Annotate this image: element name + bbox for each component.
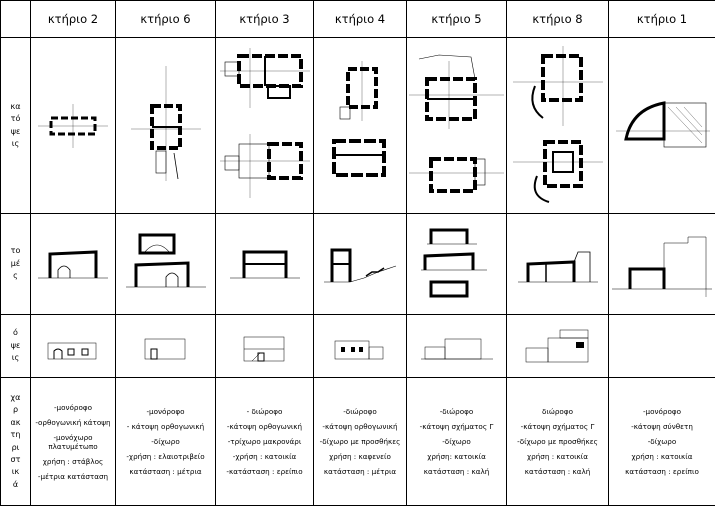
elevation-drawing-cell	[609, 315, 715, 378]
characteristic-line: -δίχωρο	[611, 437, 713, 446]
building-header: κτήριο 8	[507, 1, 609, 38]
elevation-drawing-cell	[216, 315, 314, 378]
section-drawing-cell	[507, 214, 609, 315]
characteristic-line: -κάτοψη σχήματος Γ	[509, 422, 606, 431]
plan-drawing-cell	[507, 38, 609, 214]
plan-drawing-cell	[609, 38, 715, 214]
characteristic-line: -χρήση : ελαιοτριβείο	[118, 452, 213, 461]
plan-drawing	[320, 61, 400, 191]
section-drawing	[612, 229, 712, 299]
characteristic-line: -διώροφο	[409, 407, 504, 416]
section-drawing-cell	[609, 214, 715, 315]
characteristics-row	[1, 378, 715, 506]
plan-drawing	[220, 48, 310, 203]
elevation-drawing	[230, 329, 300, 363]
characteristic-line: -μέτρια κατάσταση	[33, 472, 113, 481]
plan-drawing-cell	[407, 38, 507, 214]
characteristic-line: -δίχωρο με προσθήκες	[509, 437, 606, 446]
building-header: κτήριο 3	[216, 1, 314, 38]
characteristic-line: χρήση : στάβλος	[33, 457, 113, 466]
characteristic-line: -χρήση : κατοικία	[218, 452, 311, 461]
header-row	[1, 1, 715, 38]
building-header: κτήριο 4	[314, 1, 407, 38]
elevation-drawing-cell	[507, 315, 609, 378]
section-drawing-cell	[314, 214, 407, 315]
section-drawing	[417, 224, 497, 304]
characteristic-line: -κάτοψη σχήματος Γ	[409, 422, 504, 431]
plan-drawing	[513, 46, 603, 206]
building-header: κτήριο 5	[407, 1, 507, 38]
elevation-drawing-cell	[407, 315, 507, 378]
plan-drawing-cell	[31, 38, 116, 214]
plan-drawing-cell	[116, 38, 216, 214]
elevation-drawing-cell	[314, 315, 407, 378]
section-drawing-cell	[31, 214, 116, 315]
plan-drawing-cell	[314, 38, 407, 214]
characteristic-line: -κάτοψη σύνθετη	[611, 422, 713, 431]
characteristic-line: -δίχωρο	[118, 437, 213, 446]
sections-row	[1, 214, 715, 315]
characteristic-line: - κάτοψη ορθογωνική	[118, 422, 213, 431]
characteristic-line: -δίχωρο	[409, 437, 504, 446]
section-drawing-cell	[116, 214, 216, 315]
plan-drawing-cell	[216, 38, 314, 214]
elevation-drawing-cell	[116, 315, 216, 378]
characteristics-cell	[31, 378, 116, 506]
section-drawing	[230, 244, 300, 284]
characteristic-line: -κάτοψη ορθογωνική	[316, 422, 404, 431]
section-drawing-cell	[216, 214, 314, 315]
characteristic-line: -μονόροφο	[33, 403, 113, 412]
characteristic-line: κατάσταση : μέτρια	[316, 467, 404, 476]
characteristic-line: διώροφο	[509, 407, 606, 416]
characteristic-line: κατάσταση : καλή	[409, 467, 504, 476]
characteristic-line: κατάσταση : μέτρια	[118, 467, 213, 476]
characteristic-line: χρήση: κατοικία	[409, 452, 504, 461]
section-drawing	[38, 244, 108, 284]
row-label-elevations: όψεις	[1, 315, 31, 378]
building-header: κτήριο 2	[31, 1, 116, 38]
characteristics-cell	[609, 378, 715, 506]
elevation-drawing	[38, 329, 108, 363]
characteristics-cell	[407, 378, 507, 506]
building-header: κτήριο 1	[609, 1, 715, 38]
row-label-sections: τομές	[1, 214, 31, 315]
plans-row	[1, 38, 715, 214]
plan-drawing	[126, 61, 206, 191]
elevation-drawing	[131, 329, 201, 363]
characteristic-line: χρήση : κατοικία	[611, 452, 713, 461]
characteristic-line: -κατάσταση : ερείπιο	[218, 467, 311, 476]
section-drawing	[320, 242, 400, 287]
characteristic-line: -τρίχωρο μακρονάρι	[218, 437, 311, 446]
characteristic-line: -διώροφο	[316, 407, 404, 416]
building-header: κτήριο 6	[116, 1, 216, 38]
plan-drawing	[612, 91, 712, 161]
characteristic-line: χρήση : καφενείο	[316, 452, 404, 461]
section-drawing-cell	[407, 214, 507, 315]
elevation-drawing-cell	[31, 315, 116, 378]
characteristics-cell	[507, 378, 609, 506]
characteristic-line: -ορθογωνική κάτοψη	[33, 418, 113, 427]
characteristics-cell	[314, 378, 407, 506]
plan-drawing	[33, 96, 113, 156]
characteristics-cell	[216, 378, 314, 506]
elevation-drawing	[325, 329, 395, 363]
characteristic-line: -μονόχωρο πλατυμέτωπο	[33, 433, 113, 451]
row-label-characteristics: χαρακτηριστικά	[1, 378, 31, 506]
elevation-drawing	[417, 329, 497, 363]
row-label-plans: κατόψεις	[1, 38, 31, 214]
plan-drawing	[409, 51, 504, 201]
characteristics-cell	[116, 378, 216, 506]
corner-cell	[1, 1, 31, 38]
characteristic-line: -μονόροφο	[611, 407, 713, 416]
characteristic-line: κατάσταση : καλή	[509, 467, 606, 476]
characteristic-line: κατάσταση : ερείπιο	[611, 467, 713, 476]
section-drawing	[126, 229, 206, 299]
characteristic-line: -κάτοψη ορθογωνική	[218, 422, 311, 431]
elevation-drawing	[518, 326, 598, 366]
section-drawing	[518, 242, 598, 287]
elevations-row	[1, 315, 715, 378]
characteristic-line: -δίχωρο με προσθήκες	[316, 437, 404, 446]
characteristic-line: - διώροφο	[218, 407, 311, 416]
characteristic-line: -μονόροφο	[118, 407, 213, 416]
characteristic-line: χρήση : κατοικία	[509, 452, 606, 461]
